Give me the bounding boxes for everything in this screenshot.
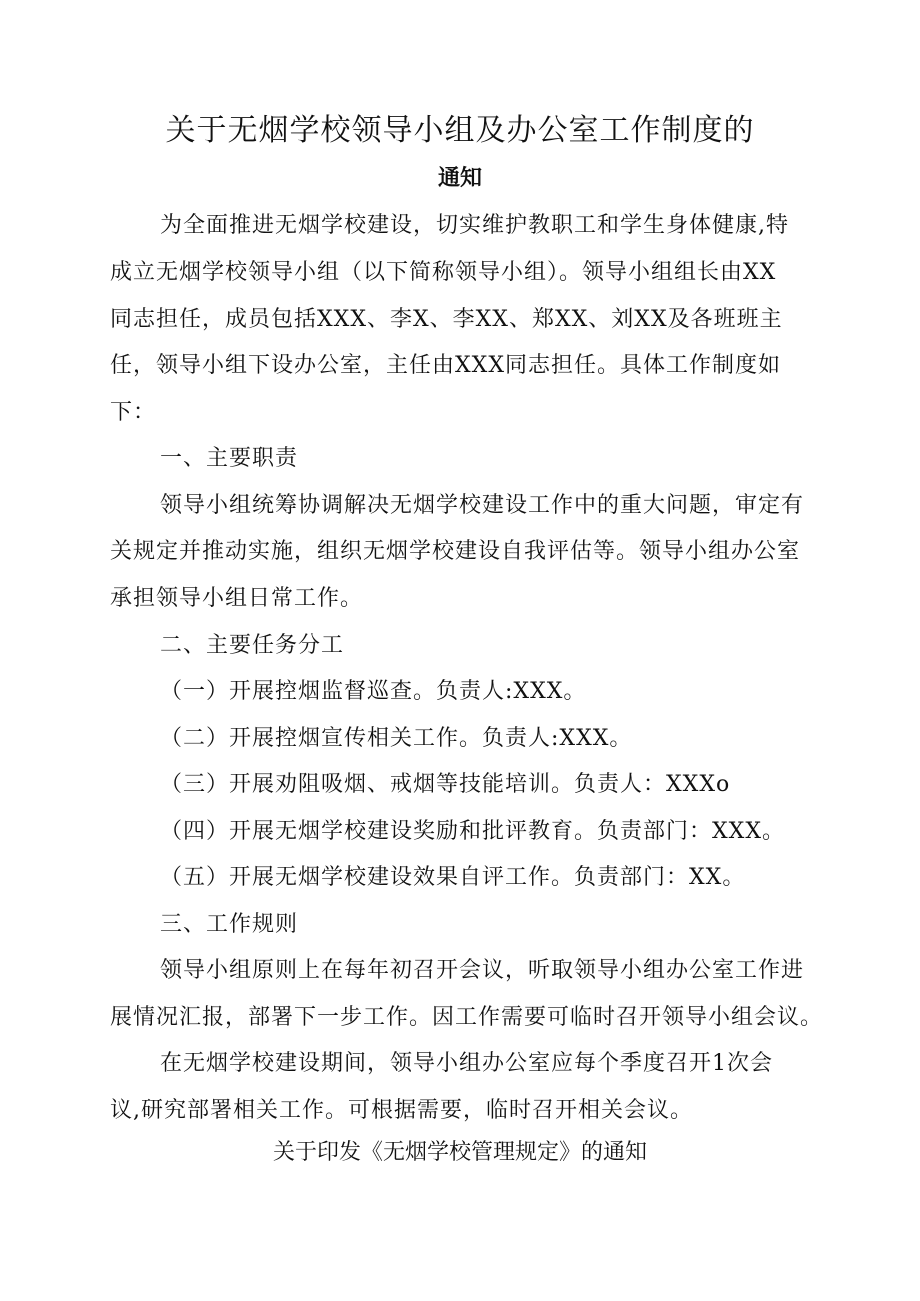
section-3-para-1-line-2: 展情况汇报，部署下一步工作。因工作需要可临时召开领导小组会议。 <box>110 1005 824 1030</box>
document-title: 关于无烟学校领导小组及办公室工作制度的 <box>165 113 755 148</box>
section-3-heading: 三、工作规则 <box>160 912 299 937</box>
section-1-line-3: 承担领导小组日常工作。 <box>110 586 364 611</box>
section-2-item-5: （五）开展无烟学校建设效果自评工作。负责部门：XX。 <box>160 865 746 890</box>
section-2-item-4: （四）开展无烟学校建设奖励和批评教育。负责部门：XXX。 <box>160 819 785 844</box>
document-subtitle: 通知 <box>437 166 482 191</box>
intro-line-2: 成立无烟学校领导小组（以下简称领导小组）。领导小组组长由XX <box>110 260 777 285</box>
section-2-item-1: （一）开展控烟监督巡查。负责人:XXX。 <box>160 679 587 704</box>
intro-line-5: 下： <box>110 400 157 425</box>
section-3-para-1-line-1: 领导小组原则上在每年初召开会议，听取领导小组办公室工作进 <box>160 958 805 983</box>
section-3-para-2-line-1: 在无烟学校建设期间，领导小组办公室应每个季度召开1次会 <box>160 1051 773 1076</box>
section-3-para-2-line-2: 议,研究部署相关工作。可根据需要，临时召开相关会议。 <box>110 1098 693 1123</box>
section-1-heading: 一、主要职责 <box>160 446 299 471</box>
section-1-line-2: 关规定并推动实施，组织无烟学校建设自我评估等。领导小组办公室 <box>110 539 801 564</box>
section-1-line-1: 领导小组统筹协调解决无烟学校建设工作中的重大问题，审定有 <box>160 493 805 518</box>
intro-line-1: 为全面推进无烟学校建设，切实维护教职工和学生身体健康,特 <box>160 213 789 238</box>
section-2-item-2: （二）开展控烟宣传相关工作。负责人:XXX。 <box>160 726 633 751</box>
intro-line-4: 任，领导小组下设办公室，主任由XXX同志担任。具体工作制度如 <box>110 353 781 378</box>
next-document-title: 关于印发《无烟学校管理规定》的通知 <box>272 1140 647 1165</box>
section-2-heading: 二、主要任务分工 <box>160 633 345 658</box>
intro-line-3: 同志担任，成员包括XXX、李X、李XX、郑XX、刘XX及各班班主 <box>110 307 783 332</box>
section-2-item-3: （三）开展劝阻吸烟、戒烟等技能培训。负责人：XXXo <box>160 772 731 797</box>
